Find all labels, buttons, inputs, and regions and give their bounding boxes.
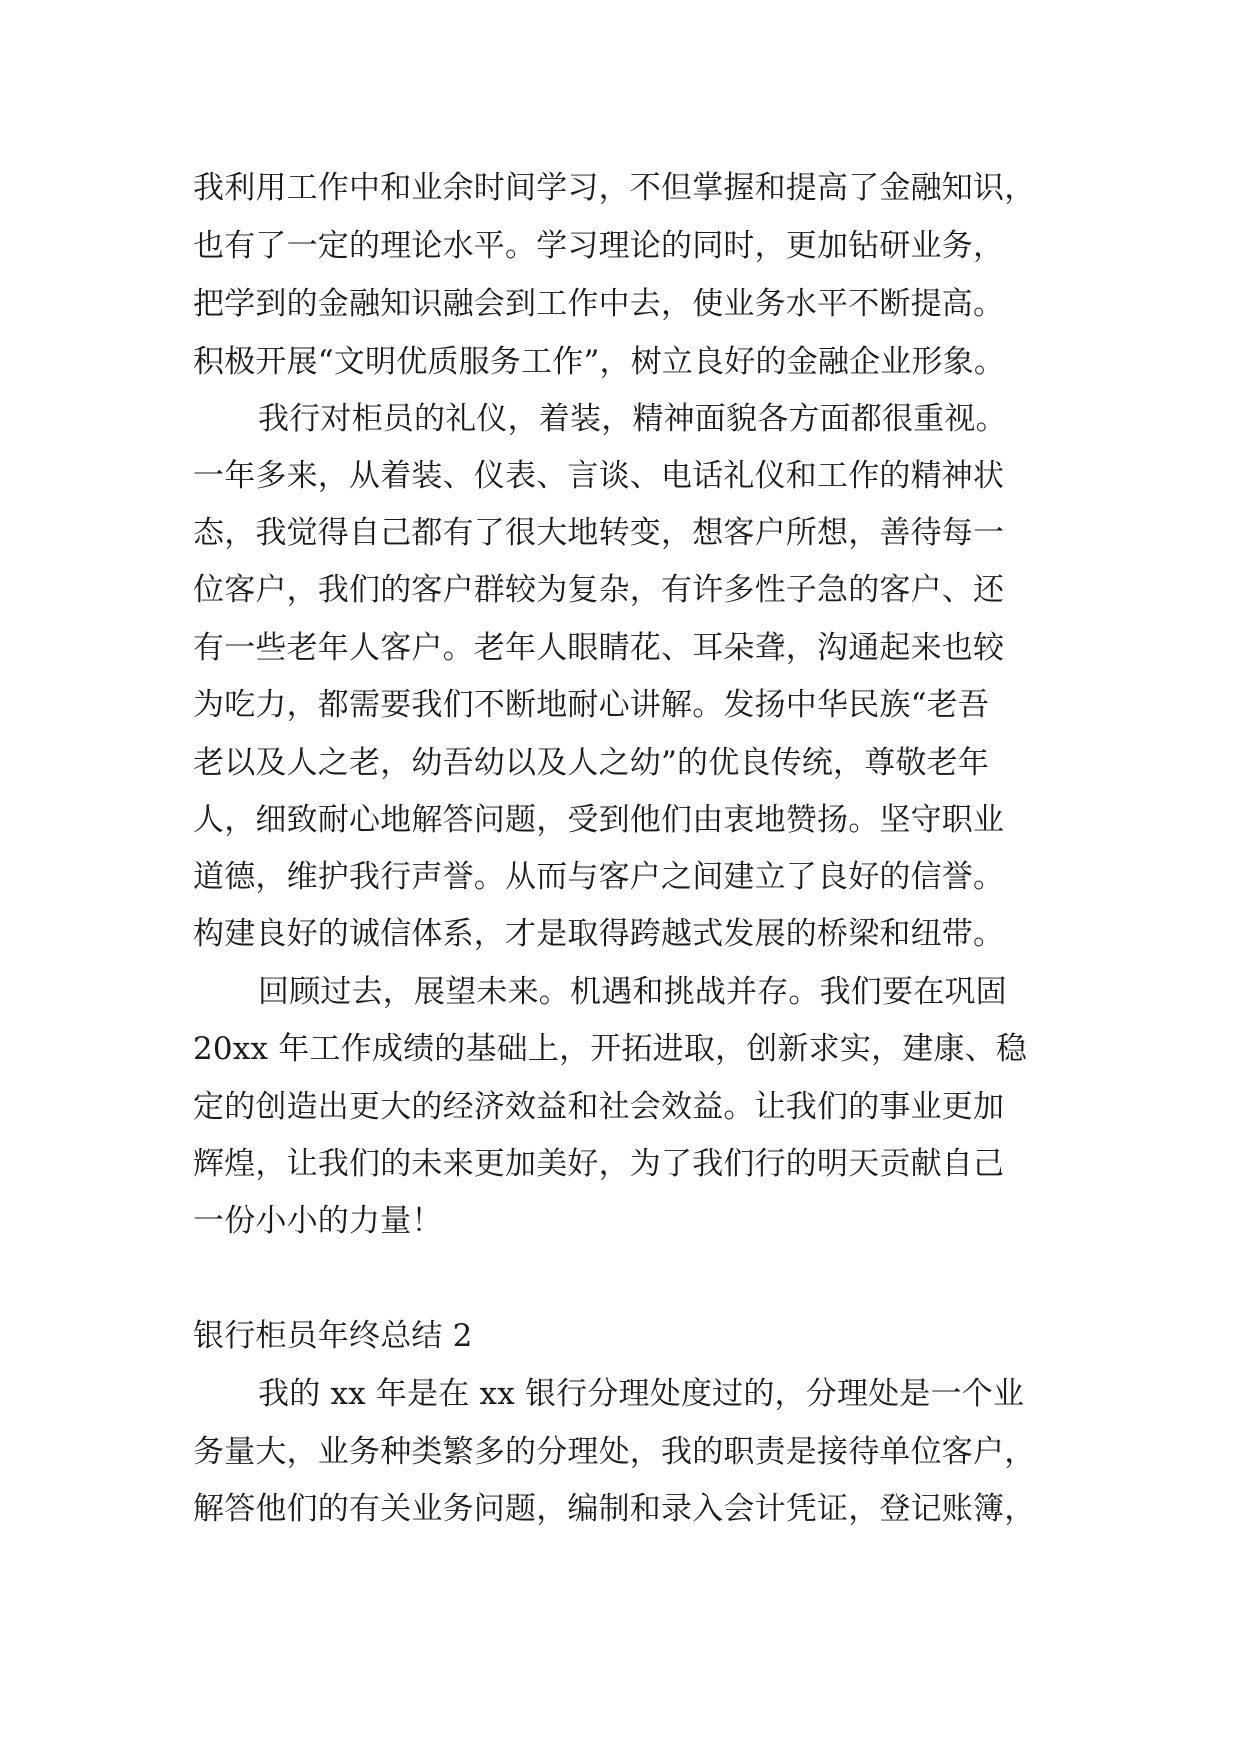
text-line: 我行对柜员的礼仪，着装，精神面貌各方面都很重视。: [258, 401, 1007, 437]
text-line: 把学到的金融知识融会到工作中去，使业务水平不断提高。: [193, 286, 1005, 322]
text-line: 我利用工作中和业余时间学习，不但掌握和提高了金融知识，: [193, 170, 1036, 206]
text-line: 务量大，业务种类繁多的分理处，我的职责是接待单位客户，: [193, 1434, 1036, 1470]
section-title: 银行柜员年终总结 2: [193, 1318, 473, 1354]
text-line: 位客户，我们的客户群较为复杂，有许多性子急的客户、还: [193, 572, 1005, 608]
text-line: 我的 xx 年是在 xx 银行分理处度过的，分理处是一个业: [258, 1376, 1025, 1412]
text-line: 20xx 年工作成绩的基础上，开拓进取，创新求实，建康、稳: [193, 1031, 1028, 1067]
text-line: 人，细致耐心地解答问题，受到他们由衷地赞扬。坚守职业: [193, 802, 1005, 838]
text-line: 为吃力，都需要我们不断地耐心讲解。发扬中华民族“老吾: [193, 687, 990, 723]
text-line: 定的创造出更大的经济效益和社会效益。让我们的事业更加: [193, 1089, 1005, 1125]
text-line: 一份小小的力量！: [193, 1203, 443, 1239]
text-line: 一年多来，从着装、仪表、言谈、电话礼仪和工作的精神状: [193, 458, 1005, 494]
text-line: 态，我觉得自己都有了很大地转变，想客户所想，善待每一: [193, 515, 1005, 551]
text-line: 辉煌，让我们的未来更加美好，为了我们行的明天贡献自己: [193, 1146, 1005, 1182]
text-line: 道德，维护我行声誉。从而与客户之间建立了良好的信誉。: [193, 859, 1005, 895]
text-line: 积极开展“文明优质服务工作”，树立良好的金融企业形象。: [193, 344, 1006, 380]
text-line: 构建良好的诚信体系，才是取得跨越式发展的桥梁和纽带。: [193, 916, 1005, 952]
text-line: 回顾过去，展望未来。机遇和挑战并存。我们要在巩固: [258, 974, 1007, 1010]
text-line: 有一些老年人客户。老年人眼睛花、耳朵聋，沟通起来也较: [193, 630, 1005, 666]
text-line: 老以及人之老，幼吾幼以及人之幼”的优良传统，尊敬老年: [193, 745, 990, 781]
text-line: 也有了一定的理论水平。学习理论的同时，更加钻研业务，: [193, 228, 1005, 264]
text-line: 解答他们的有关业务问题，编制和录入会计凭证，登记账簿，: [193, 1491, 1036, 1527]
